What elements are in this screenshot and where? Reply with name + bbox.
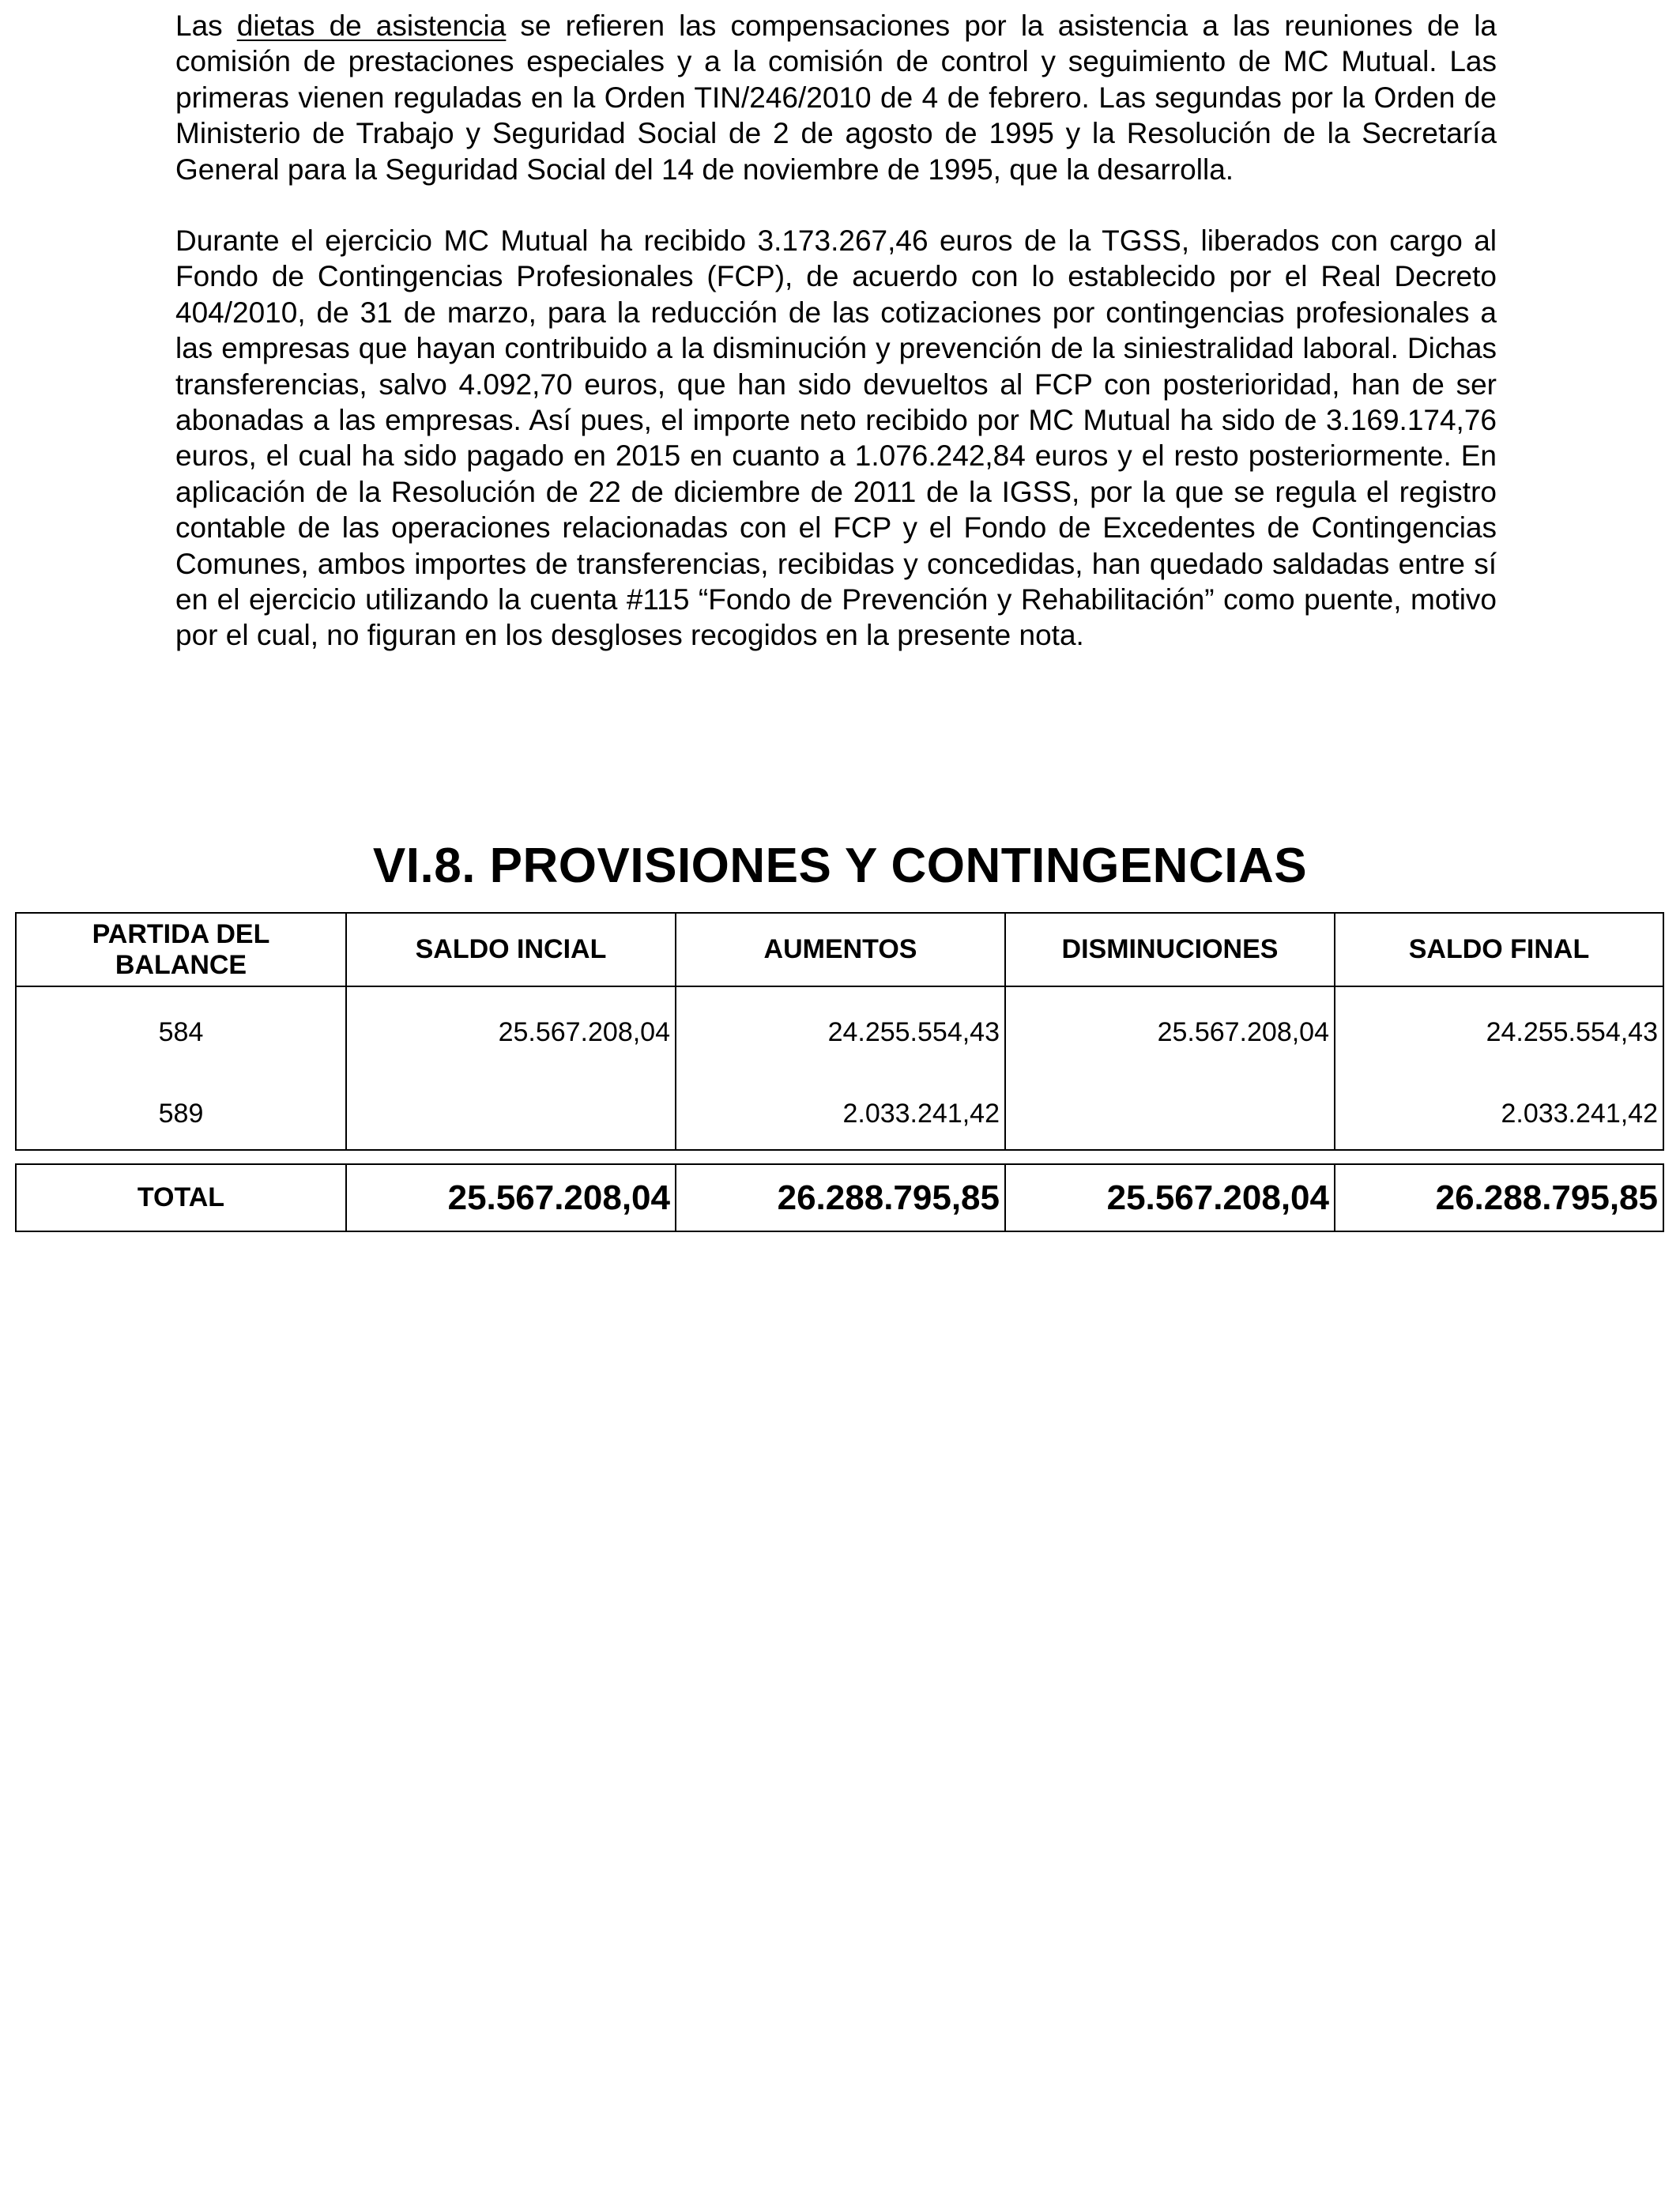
paragraph-dietas <box>175 8 1497 187</box>
cell-disminuciones <box>1005 1078 1335 1150</box>
provisiones-table <box>15 912 1664 1151</box>
paragraph-prefix: Las <box>175 9 237 42</box>
cell-aumentos: 2.033.241,42 <box>676 1078 1005 1150</box>
total-saldo-inicial: 25.567.208,04 <box>346 1164 676 1231</box>
table-header-row <box>16 913 1663 986</box>
cell-saldo-final: 2.033.241,42 <box>1335 1078 1663 1150</box>
cell-aumentos: 24.255.554,43 <box>676 986 1005 1078</box>
header-saldo-final: SALDO FINAL <box>1335 913 1663 986</box>
cell-partida: 589 <box>16 1078 346 1150</box>
total-saldo-final: 26.288.795,85 <box>1335 1164 1663 1231</box>
paragraph-fcp: Durante el ejercicio MC Mutual ha recibido 3.173.267,46 euros de la TGSS, liberados con cargo al Fondo de Contingencias Profesionales (FCP), de acuerdo con lo establecido por el Real Decreto 404/2010, de 31 de marzo, para la reducción de las cotizaciones por contingencias profesionales a las empresas que hayan contribuido a la disminución y prevención de la siniestralidad laboral. Dichas transferencias, salvo 4.092,70 euros, que han sido devueltos al FCP con posterioridad, han de ser abonadas a las empresas. Así pues, el importe neto recibido por MC Mutual ha sido de 3.169.174,76 euros, el cual ha sido pagado en 2015 en cuanto a 1.076.242,84 euros y el resto posteriormente. En aplicación de la Resolución de 22 de diciembre de 2011 de la IGSS, por la que se regula el registro contable de las operaciones relacionadas con el FCP y el Fondo de Excedentes de Contingencias Comunes, ambos importes de transferencias, recibidas y concedidas, han quedado saldadas entre sí en el ejercicio utilizando la cuenta #115 “Fondo de Prevención y Rehabilitación” como puente, motivo por el cual, no figuran en los desgloses recogidos en la presente nota. <box>175 224 1497 652</box>
header-disminuciones: DISMINUCIONES <box>1005 913 1335 986</box>
cell-saldo-inicial: 25.567.208,04 <box>346 986 676 1078</box>
total-label: TOTAL <box>16 1164 346 1231</box>
table-row <box>16 1078 1663 1150</box>
total-row <box>16 1164 1663 1231</box>
cell-saldo-final: 24.255.554,43 <box>1335 986 1663 1078</box>
cell-saldo-inicial <box>346 1078 676 1150</box>
total-aumentos: 26.288.795,85 <box>676 1164 1005 1231</box>
total-table <box>15 1163 1664 1232</box>
section-title: VI.8. PROVISIONES Y CONTINGENCIAS <box>372 839 1308 893</box>
table-row <box>16 986 1663 1078</box>
paragraph-rest: se refieren las compensaciones por la asistencia a las reuniones de la comisión de prestaciones especiales y a la comisión de control y seguimiento de MC Mutual. Las primeras vienen reguladas en la Orden TIN/246/2010 de 4 de febrero. Las segundas por la Orden de Ministerio de Trabajo y Seguridad Social de 2 de agosto de 1995 y la Resolución de la Secretaría General para la Seguridad Social del 14 de noviembre de 1995, que la desarrolla. <box>175 9 1497 186</box>
header-saldo-inicial: SALDO INCIAL <box>346 913 676 986</box>
cell-partida: 584 <box>16 986 346 1078</box>
dietas-link-text: dietas de asistencia <box>236 9 507 42</box>
header-aumentos: AUMENTOS <box>676 913 1005 986</box>
cell-disminuciones: 25.567.208,04 <box>1005 986 1335 1078</box>
total-disminuciones: 25.567.208,04 <box>1005 1164 1335 1231</box>
header-partida: PARTIDA DEL BALANCE <box>16 913 346 986</box>
